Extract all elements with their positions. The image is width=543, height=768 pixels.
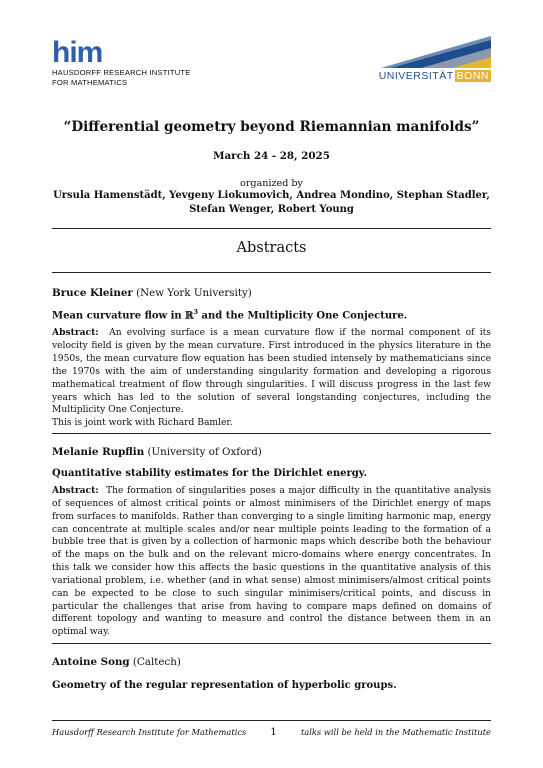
university-label: UNIVERSITÄT <box>378 70 454 82</box>
him-logo-line2: FOR MATHEMATICS <box>52 77 128 87</box>
page-number: 1 <box>270 727 277 738</box>
talk-title-math: ℝ <box>185 310 194 322</box>
talk-entry <box>52 656 491 691</box>
talk-title-suffix: and the Multiplicity One Conjecture. <box>198 310 408 322</box>
speaker-name: Antoine Song <box>52 656 130 668</box>
event-title: “Differential geometry beyond Riemannian manifolds” <box>63 119 480 135</box>
university-bonn-emblem-icon <box>381 36 491 68</box>
footer-divider <box>52 720 491 721</box>
divider <box>52 228 491 229</box>
speaker-line <box>52 446 491 458</box>
speaker-name: Bruce Kleiner <box>52 287 133 299</box>
footer-right: talks will be held in the Mathematic Institute <box>300 727 491 737</box>
speaker-affiliation: (New York University) <box>136 287 252 299</box>
talk-title: Geometry of the regular representation of hyperbolic groups. <box>52 680 397 691</box>
organized-by-label: organized by <box>240 178 303 189</box>
abstract-text: The formation of singularities poses a major difficulty in the quantitative analysis of sequences of almost critical points or almost minimisers of the Dirichlet energy of maps from surfaces to manifolds. Rather than converging to a single limiting harmonic map, energy can concentrate at multiple scales and/or near multiple points leading to the formation of a bubble tree that is given by a collection of harmonic maps which describe both the behaviour of the maps on the bulk and on the relevant micro-domains where energy concentrates. In this talk we consider how this affects the basic questions in the quantitative analysis of this variational problem, i.e. whether (and in what sense) almost minimisers/almost critical points can be expected to be close to such singular minimisers/critical points, and discuss in particular the challenges that arise from having to compare maps defined on domains of different topology and wanting to measure and control the distance between them in an optimal way. <box>52 486 491 638</box>
talk-entry <box>52 287 491 430</box>
abstract-label: Abstract: <box>52 485 99 496</box>
talk-title: Quantitative stability estimates for the Dirichlet energy. <box>52 468 367 479</box>
bonn-label: BONN <box>456 70 489 82</box>
speaker-affiliation: (University of Oxford) <box>147 446 262 458</box>
abstract-note: This is joint work with Richard Bamler. <box>52 418 233 429</box>
speaker-name: Melanie Rupflin <box>52 446 145 458</box>
talk-abstract <box>52 327 491 417</box>
abstract-text: An evolving surface is a mean curvature flow if the normal component of its velocity field is given by the mean curvature. First introduced in the physics literature in the 1950s, the mean curvature flow equation has been studied intensely by mathematicians since the 1970s with the aim of understanding singularity formation and developing a rigorous mathematical treatment of flow through singularities. I will discuss progress in the last few years which has led to the solution of several longstanding conjectures, including the Multiplicity One Conjecture. <box>52 328 491 416</box>
university-bonn-logo <box>378 36 491 86</box>
university-bonn-wordmark <box>379 70 491 82</box>
talk-title-prefix: Mean curvature flow in <box>52 310 186 322</box>
divider <box>52 272 491 273</box>
divider <box>52 643 491 644</box>
footer-left: Hausdorff Research Institute for Mathematics <box>52 727 247 737</box>
him-logo-mark: him <box>52 36 103 69</box>
speaker-line <box>52 287 491 299</box>
talk-title <box>52 308 491 321</box>
speaker-affiliation: (Caltech) <box>132 656 181 668</box>
divider <box>52 433 491 434</box>
section-title: Abstracts <box>236 240 307 256</box>
him-logo <box>52 38 191 87</box>
event-dates: March 24 - 28, 2025 <box>213 150 330 162</box>
organizers-list: Ursula Hamenstädt, Yevgeny Liokumovich, Andrea Mondino, Stephan Stadler, Stefan Wenger, Robert Young <box>53 190 490 215</box>
him-logo-line1: HAUSDORFF RESEARCH INSTITUTE <box>52 68 191 77</box>
page-footer <box>52 727 491 738</box>
talk-entry <box>52 446 491 639</box>
talk-abstract <box>52 485 491 639</box>
speaker-line <box>52 656 491 668</box>
talk-title-superscript: 3 <box>193 308 199 316</box>
abstract-label: Abstract: <box>52 327 99 339</box>
